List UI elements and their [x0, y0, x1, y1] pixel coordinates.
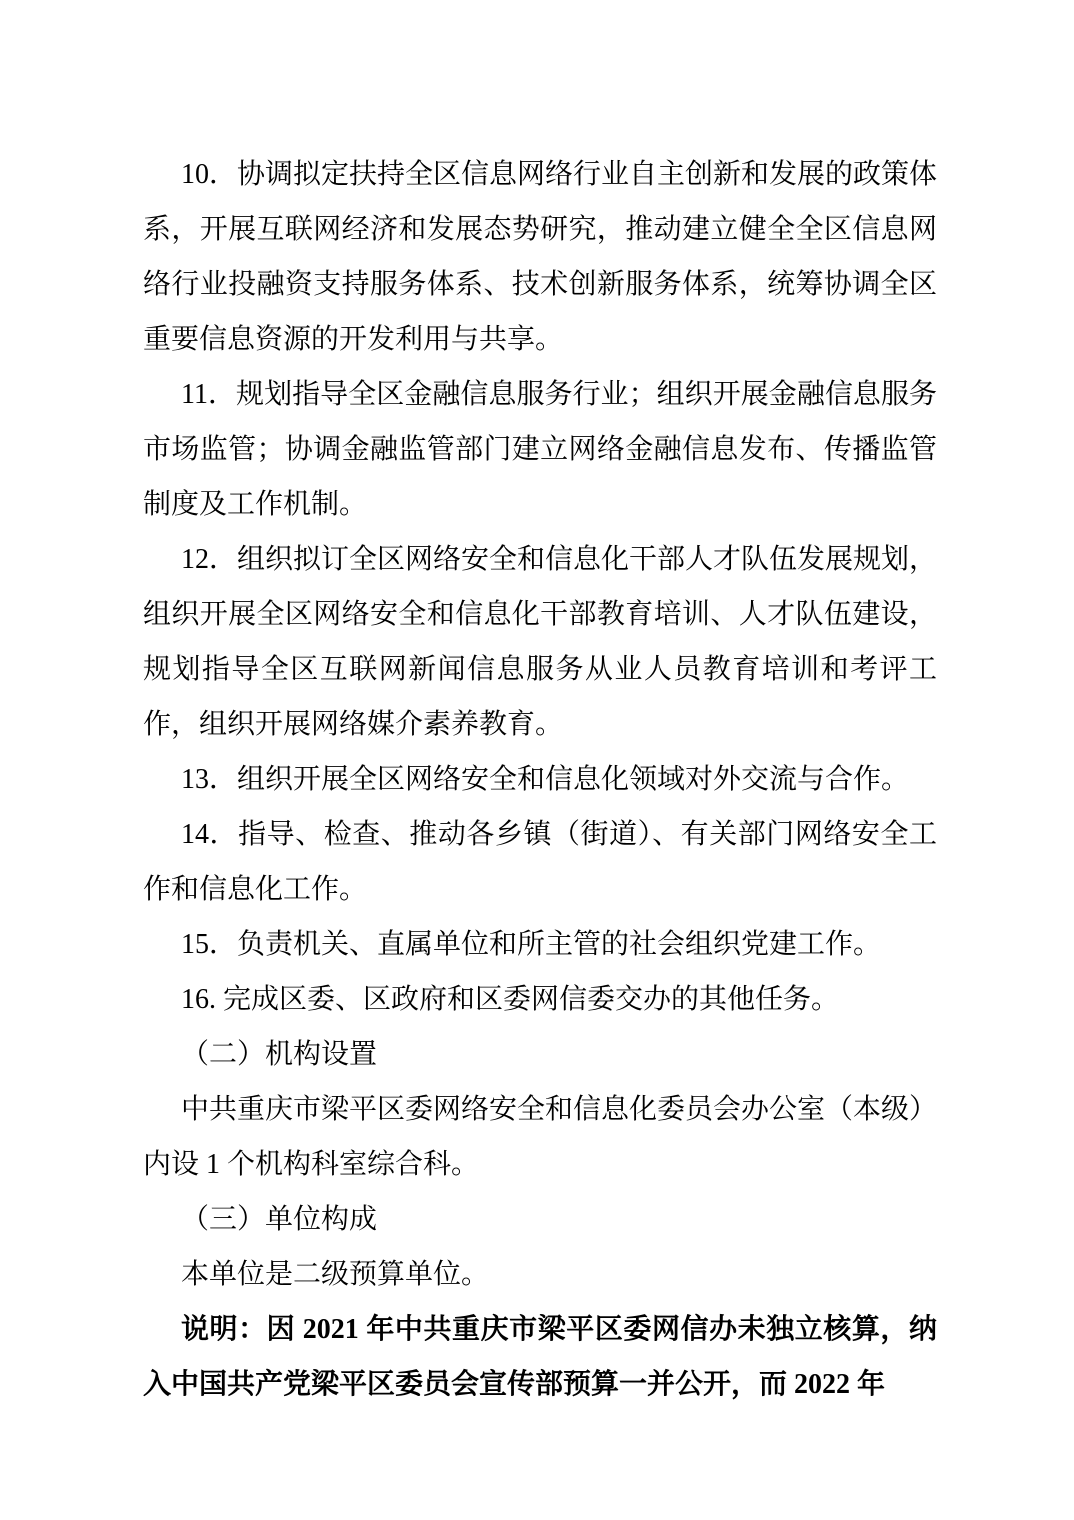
paragraph-item-14: 14．指导、检查、推动各乡镇（街道）、有关部门网络安全工作和信息化工作。: [143, 819, 937, 905]
note-paragraph-bold: 说明：因 2021 年中共重庆市梁平区委网信办未独立核算，纳入中国共产党梁平区委员会宣传部预算一并公开，而 2022 年: [143, 1314, 937, 1400]
paragraph-unit-composition: 本单位是二级预算单位。: [181, 1259, 490, 1290]
paragraph-item-12: 12．组织拟订全区网络安全和信息化干部人才队伍发展规划，组织开展全区网络安全和信息化干部教育培训、人才队伍建设，规划指导全区互联网新闻信息服务从业人员教育培训和考评工作，组织开展网络媒介素养教育。: [143, 544, 938, 740]
section-heading-2-org-setup: （二）机构设置: [181, 1039, 378, 1070]
paragraph-item-16: 16. 完成区委、区政府和区委网信委交办的其他任务。: [181, 984, 840, 1015]
paragraph-item-15: 15．负责机关、直属单位和所主管的社会组织党建工作。: [181, 929, 882, 960]
section-heading-3-unit-composition: （三）单位构成: [181, 1204, 378, 1235]
paragraph-item-10: 10．协调拟定扶持全区信息网络行业自主创新和发展的政策体系，开展互联网经济和发展态势研究，推动建立健全全区信息网络行业投融资支持服务体系、技术创新服务体系，统筹协调全区重要信息资源的开发利用与共享。: [143, 159, 938, 355]
paragraph-item-11: 11．规划指导全区金融信息服务行业；组织开展金融信息服务市场监管；协调金融监管部门建立网络金融信息发布、传播监管制度及工作机制。: [143, 379, 937, 520]
paragraph-item-13: 13．组织开展全区网络安全和信息化领域对外交流与合作。: [181, 764, 910, 795]
paragraph-org-setup: 中共重庆市梁平区委网络安全和信息化委员会办公室（本级）内设 1 个机构科室综合科。: [143, 1094, 938, 1180]
